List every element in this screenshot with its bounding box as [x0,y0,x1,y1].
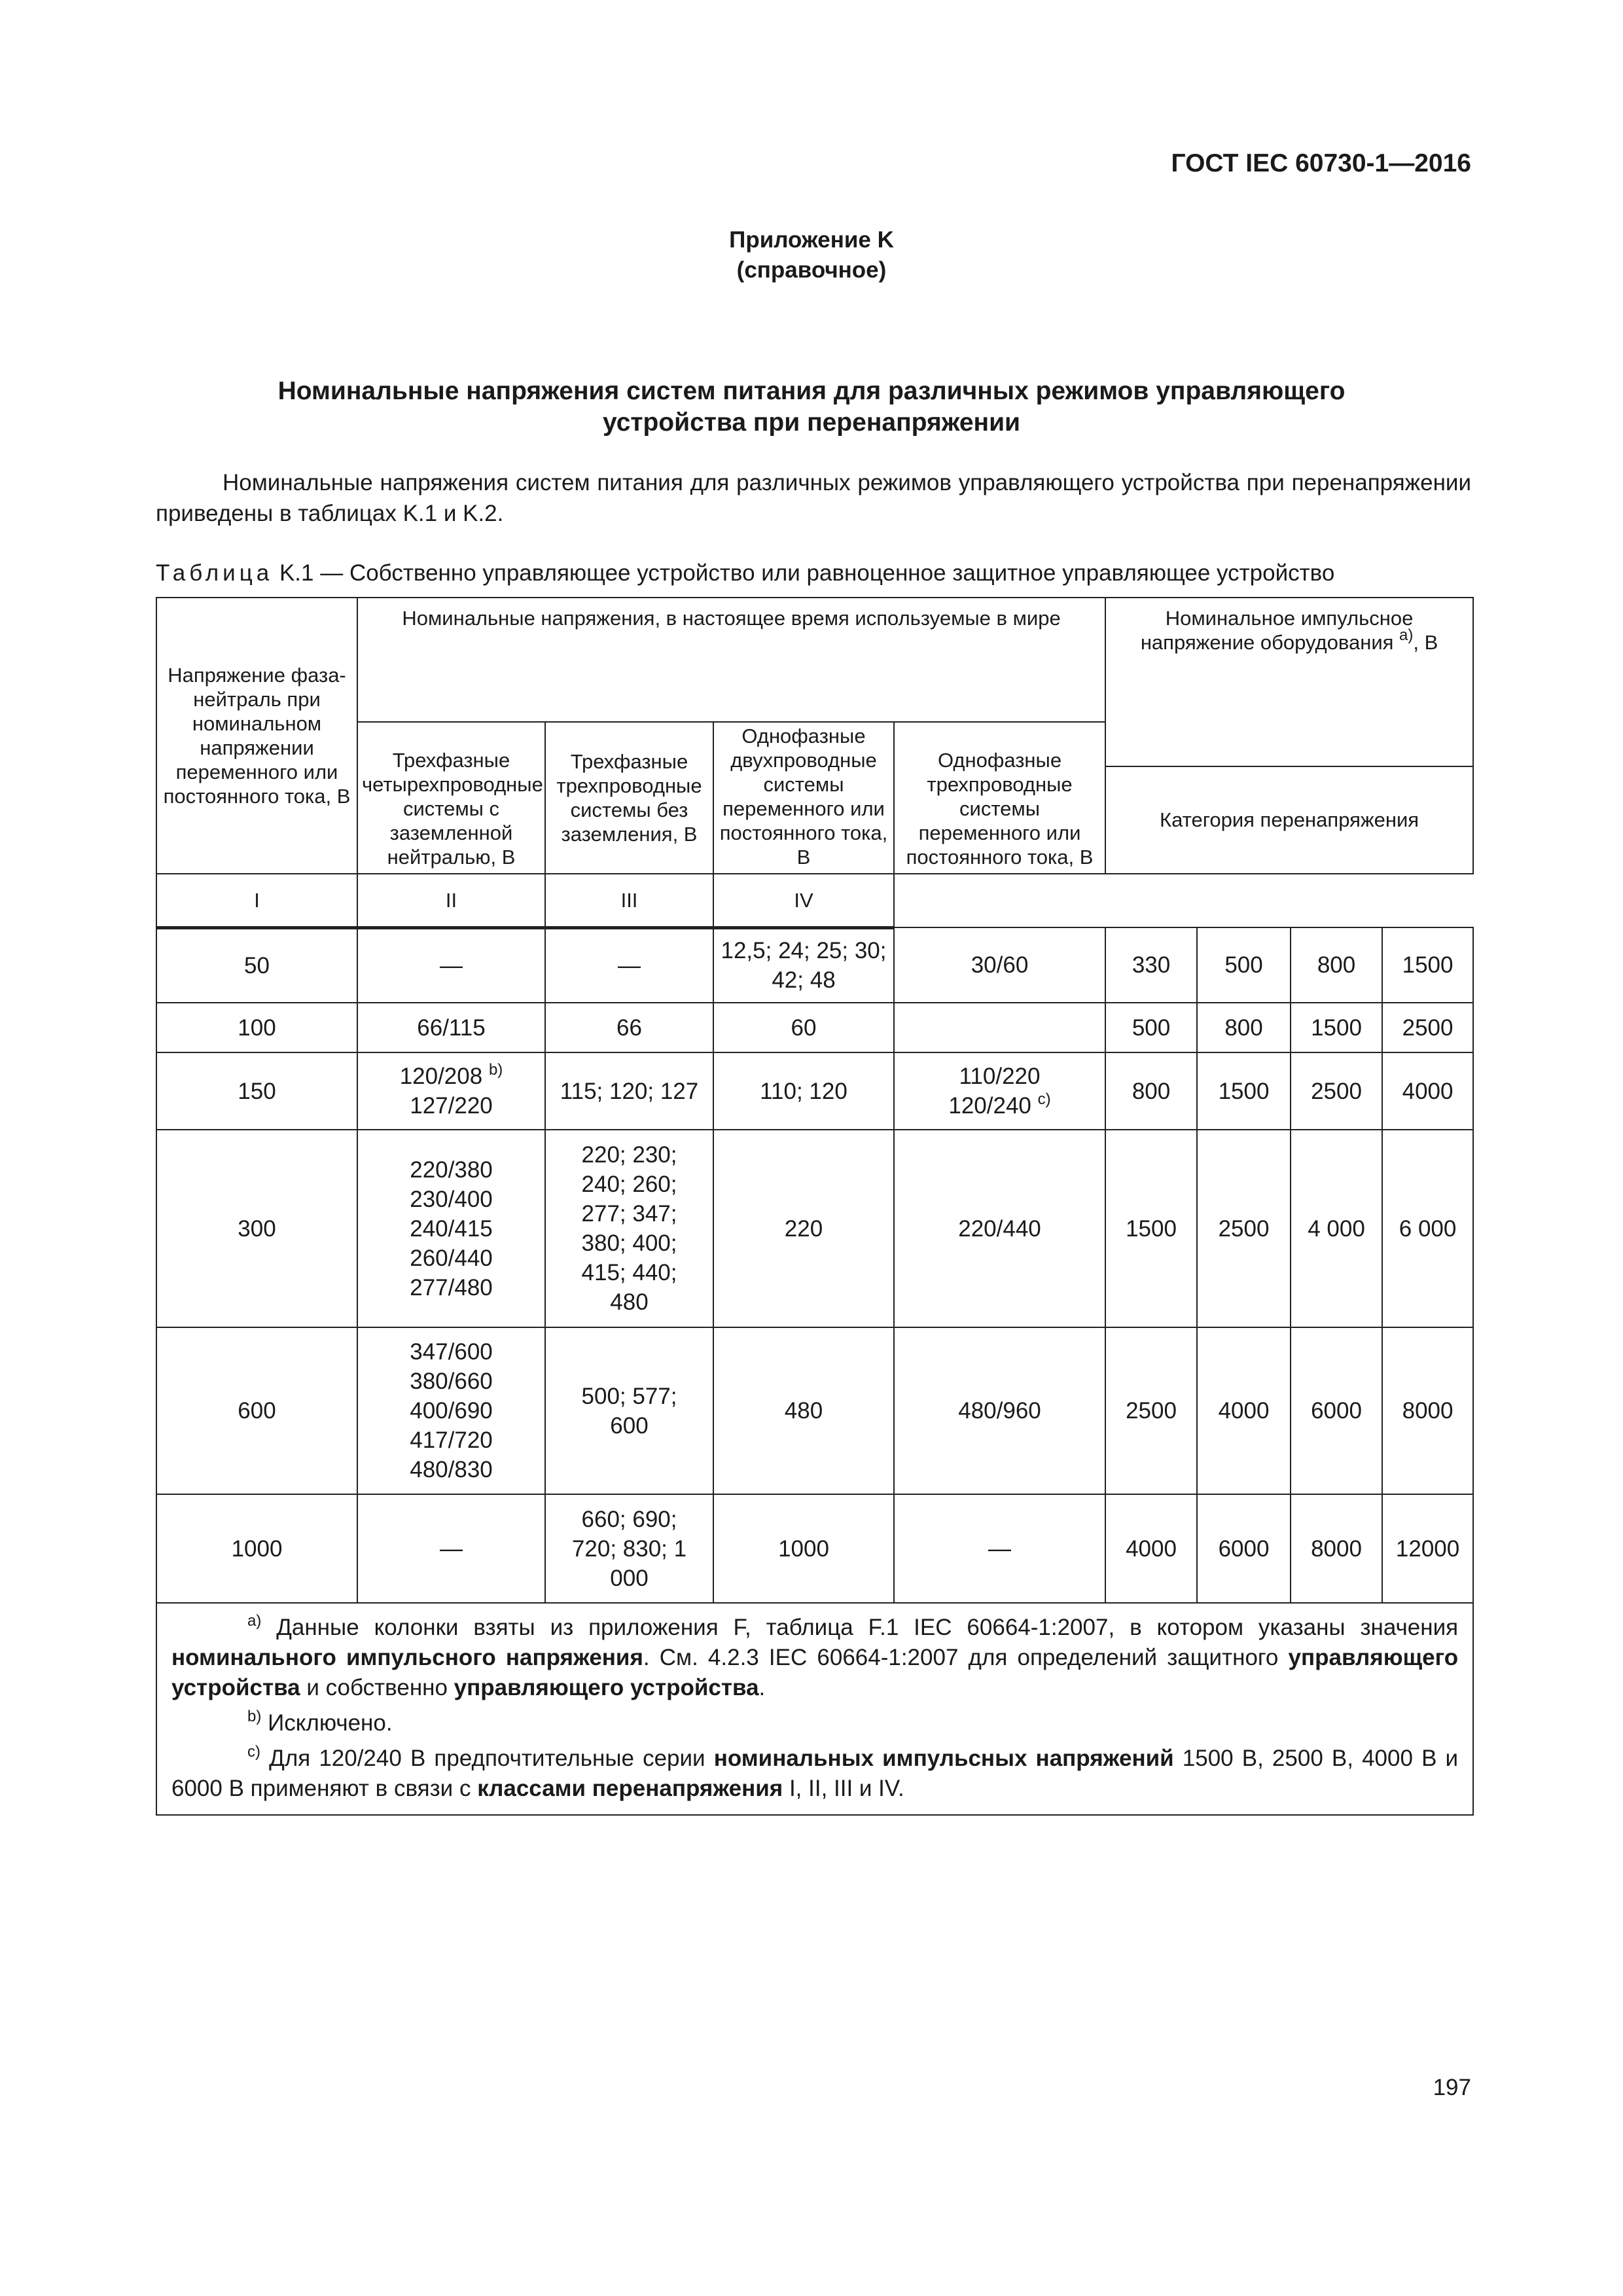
cell-phase-neutral: 50 [156,927,357,1003]
cell-three-phase-three-wire: — [545,927,713,1003]
header-impulse-voltage [1105,598,1473,766]
header-single-phase-three-wire: Однофазные трехпроводные системы переменного или постоянного тока, В [894,722,1105,874]
cell-category-1: 2500 [1105,1327,1197,1494]
table-row [156,1327,1473,1494]
cell-category-1: 800 [1105,1052,1197,1130]
section-heading [209,376,1414,439]
cell-value: 110/220 [959,1064,1041,1089]
cell-phase-neutral: 300 [156,1130,357,1327]
cell-single-phase-three-wire: — [894,1494,1105,1603]
footnote-a-ref: a) [1399,626,1414,644]
cell-category-2: 4000 [1197,1327,1291,1494]
footnote-c-term-2: классами перенапряжения [477,1776,783,1801]
cell-single-phase-two-wire: 12,5; 24; 25; 30; 42; 48 [713,927,894,1003]
header-single-phase-two-wire: Однофазные двухпроводные системы переменного или постоянного тока, В [713,722,894,874]
page-number: 197 [1433,2075,1471,2100]
footnote-a-text-2: . См. 4.2.3 IEC 60664-1:2007 для определений защитного [643,1645,1289,1670]
cell-category-2: 6000 [1197,1494,1291,1603]
footnote-a-term-1: номинального импульсного напряжения [171,1645,643,1670]
footnote-b-text: Исключено. [261,1710,393,1736]
header-impulse-voltage-text: Номинальное импульсное напряжение оборудования [1140,607,1414,654]
cell-three-phase-four-wire: 66/115 [357,1003,545,1052]
standard-designation: ГОСТ IEC 60730-1—2016 [1171,149,1471,177]
header-category-3: III [545,874,713,927]
table-caption-text: K.1 — Собственно управляющее устройство или равноценное защитное управляющее устройство [273,560,1335,586]
cell-category-3: 800 [1291,927,1382,1003]
cell-single-phase-two-wire: 60 [713,1003,894,1052]
table-row [156,1130,1473,1327]
footnote-b [171,1708,1458,1738]
cell-value: 120/208 [399,1064,483,1089]
cell-category-4: 8000 [1382,1327,1473,1494]
footnote-a-term-2: управляющего устройства [171,1645,1459,1700]
footnote-c-text-3: I, II, III и IV. [783,1776,904,1801]
table-caption [156,559,1334,588]
header-category-2: II [357,874,545,927]
cell-category-4: 12000 [1382,1494,1473,1603]
cell-single-phase-three-wire: 480/960 [894,1327,1105,1494]
cell-category-1: 4000 [1105,1494,1197,1603]
cell-category-3: 6000 [1291,1327,1382,1494]
cell-category-2: 800 [1197,1003,1291,1052]
cell-value-2: 127/220 [410,1093,493,1119]
footnote-c-term-1: номинальных импульсных напряжений [713,1746,1174,1771]
header-nominal-voltages: Номинальные напряжения, в настоящее время используемые в мире [357,598,1105,722]
annex-type: (справочное) [736,257,887,283]
intro-paragraph: Номинальные напряжения систем питания для различных режимов управляющего устройства при перенапряжении приведены в таблицах K.1 и K.2. [156,470,1471,526]
cell-three-phase-three-wire: 66 [545,1003,713,1052]
header-three-phase-three-wire: Трехфазные трехпроводные системы без заземления, В [545,722,713,874]
cell-single-phase-three-wire: 30/60 [894,927,1105,1003]
cell-single-phase-two-wire: 1000 [713,1494,894,1603]
cell-phase-neutral: 150 [156,1052,357,1130]
header-overvoltage-category: Категория перенапряжения [1105,766,1473,874]
cell-category-3: 1500 [1291,1003,1382,1052]
cell-three-phase-three-wire: 220; 230; 240; 260; 277; 347; 380; 400; 415; 440; 480 [545,1130,713,1327]
footnote-a-mark: a) [247,1612,262,1630]
cell-three-phase-four-wire [357,1052,545,1130]
table-row [156,927,1473,1003]
footnote-a [171,1613,1458,1703]
cell-category-4: 2500 [1382,1003,1473,1052]
cell-three-phase-four-wire: 220/380 230/400 240/415 260/440 277/480 [357,1130,545,1327]
cell-category-1: 330 [1105,927,1197,1003]
header-category-1: I [156,874,357,927]
cell-single-phase-two-wire: 480 [713,1327,894,1494]
footnote-c-text-2: 1500 В, 2500 В, 4000 В и 6000 В применяют в связи с [171,1746,1459,1801]
cell-category-4: 4000 [1382,1052,1473,1130]
cell-three-phase-three-wire: 115; 120; 127 [545,1052,713,1130]
cell-single-phase-three-wire [894,1003,1105,1052]
annex-title: Приложение K [729,227,894,253]
cell-single-phase-three-wire: 220/440 [894,1130,1105,1327]
footnote-c-mark: c) [247,1743,260,1761]
cell-category-1: 1500 [1105,1130,1197,1327]
cell-three-phase-four-wire: 347/600 380/660 400/690 417/720 480/830 [357,1327,545,1494]
section-heading-line-1: Номинальные напряжения систем питания для различных режимов управляющего [277,377,1346,405]
footnote-c [171,1744,1458,1804]
cell-category-3: 4 000 [1291,1130,1382,1327]
voltage-table [156,597,1474,1816]
annex-title-block [0,225,1623,285]
cell-category-3: 8000 [1291,1494,1382,1603]
footnote-b-ref: b) [488,1061,503,1079]
header-impulse-voltage-unit: , В [1413,631,1438,654]
cell-phase-neutral: 100 [156,1003,357,1052]
cell-three-phase-three-wire: 500; 577; 600 [545,1327,713,1494]
table-caption-label: Таблица [156,560,274,586]
table-row [156,1494,1473,1603]
cell-single-phase-two-wire: 220 [713,1130,894,1327]
cell-single-phase-three-wire [894,1052,1105,1130]
cell-category-1: 500 [1105,1003,1197,1052]
cell-category-4: 6 000 [1382,1130,1473,1327]
footnote-b-mark: b) [247,1708,262,1725]
table-row [156,1052,1473,1130]
cell-category-2: 2500 [1197,1130,1291,1327]
cell-category-3: 2500 [1291,1052,1382,1130]
cell-value-2: 120/240 [948,1093,1031,1119]
header-category-4: IV [713,874,894,927]
cell-phase-neutral: 600 [156,1327,357,1494]
header-phase-neutral: Напряжение фаза-нейтраль при номинальном напряжении переменного или постоянного тока, В [156,598,357,874]
cell-single-phase-two-wire: 110; 120 [713,1052,894,1130]
footnote-a-text-3: и собственно [300,1675,454,1700]
cell-category-2: 1500 [1197,1052,1291,1130]
footnote-c-ref: c) [1037,1090,1051,1108]
section-heading-line-2: устройства при перенапряжении [602,408,1021,437]
cell-phase-neutral: 1000 [156,1494,357,1603]
header-three-phase-four-wire: Трехфазные четырехпроводные системы с заземленной нейтралью, В [357,722,545,874]
cell-three-phase-four-wire: — [357,927,545,1003]
cell-three-phase-four-wire: — [357,1494,545,1603]
footnote-c-text-1: Для 120/240 В предпочтительные серии [260,1746,714,1771]
footnote-a-term-3: управляющего устройства [454,1675,759,1700]
footnote-a-text-4: . [758,1675,766,1700]
cell-category-4: 1500 [1382,927,1473,1003]
table-row [156,1003,1473,1052]
footnote-a-text-1: Данные колонки взяты из приложения F, таблица F.1 IEC 60664-1:2007, в котором указаны значения [261,1615,1459,1640]
cell-category-2: 500 [1197,927,1291,1003]
table-footnotes [156,1603,1473,1815]
cell-three-phase-three-wire: 660; 690; 720; 830; 1 000 [545,1494,713,1603]
